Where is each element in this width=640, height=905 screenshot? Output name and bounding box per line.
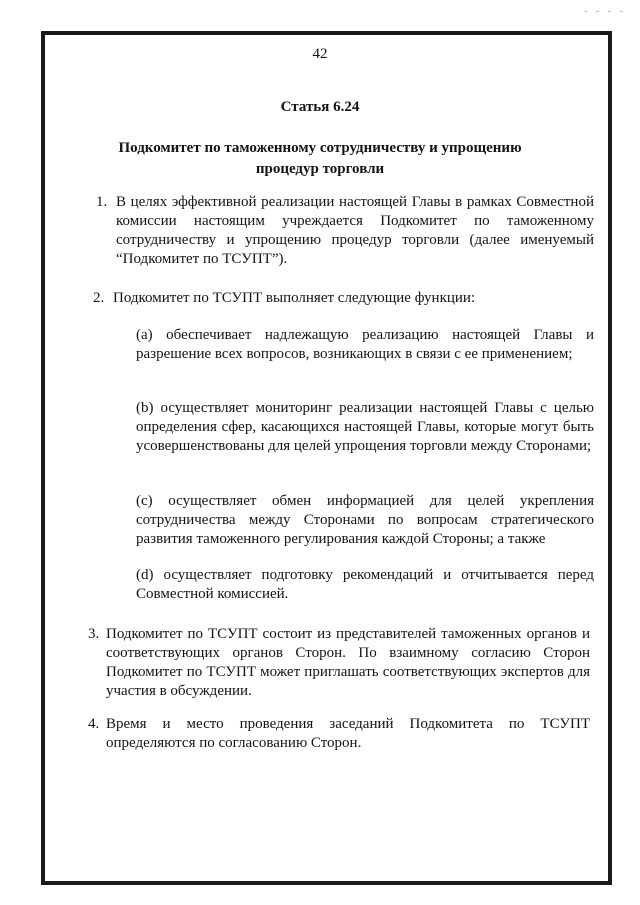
paragraph-text: Подкомитет по ТСУПТ состоит из представителей таможенных органов и соответствующих органов Сторон. По взаимному согласию Сторон Подкомитет по ТСУПТ может приглашать соответствующих экспертов для участия в обсуждении. (106, 626, 590, 699)
function-item-d (136, 566, 594, 604)
function-letter: (a) (136, 327, 153, 343)
paragraph-text: Подкомитет по ТСУПТ выполняет следующие функции: (113, 290, 476, 306)
paragraph-text: Время и место проведения заседаний Подкомитета по ТСУПТ определяются по согласованию Сторон. (106, 716, 590, 751)
function-text: осуществляет обмен информацией для целей укрепления сотрудничества между Сторонами по вопросам стратегического развития таможенного регулирования каждой Стороны; а также (136, 493, 594, 547)
function-item-a (136, 326, 594, 364)
paragraph-1 (96, 193, 594, 269)
paragraph-number: 1. (96, 194, 108, 210)
page-number: 42 (312, 46, 328, 62)
function-text: осуществляет мониторинг реализации настоящей Главы с целью определения сфер, касающихся настоящей Главы, которые могут быть усовершенствованы для целей упрощения торговли между Сторонами; (136, 400, 595, 454)
article-title: Статья 6.24 (280, 99, 360, 115)
paragraph-number: 2. (93, 290, 105, 306)
function-item-b (136, 399, 594, 456)
function-letter: (b) (136, 400, 154, 416)
paragraph-number: 4. (88, 716, 100, 732)
function-text: осуществляет подготовку рекомендаций и отчитывается перед Совместной комиссией. (136, 567, 595, 602)
function-letter: (c) (136, 493, 153, 509)
paragraph-text: В целях эффективной реализации настоящей Главы в рамках Совместной комиссии настоящим учреждается Подкомитет по таможенному сотрудничеству и упрощению процедур торговли (далее именуемый “Подкомитет по ТСУПТ”). (116, 194, 594, 267)
paragraph-4 (88, 715, 590, 753)
article-subtitle: Подкомитет по таможенному сотрудничеству и упрощению процедур торговли (118, 140, 522, 177)
scan-corner-marks: - - - - (584, 6, 626, 17)
paragraph-3 (88, 625, 590, 701)
function-item-c (136, 492, 594, 549)
paragraph-2 (93, 289, 593, 308)
paragraph-number: 3. (88, 626, 100, 642)
function-letter: (d) (136, 567, 154, 583)
function-text: обеспечивает надлежащую реализацию настоящей Главы и разрешение всех вопросов, возникающих в связи с ее применением; (136, 327, 595, 362)
